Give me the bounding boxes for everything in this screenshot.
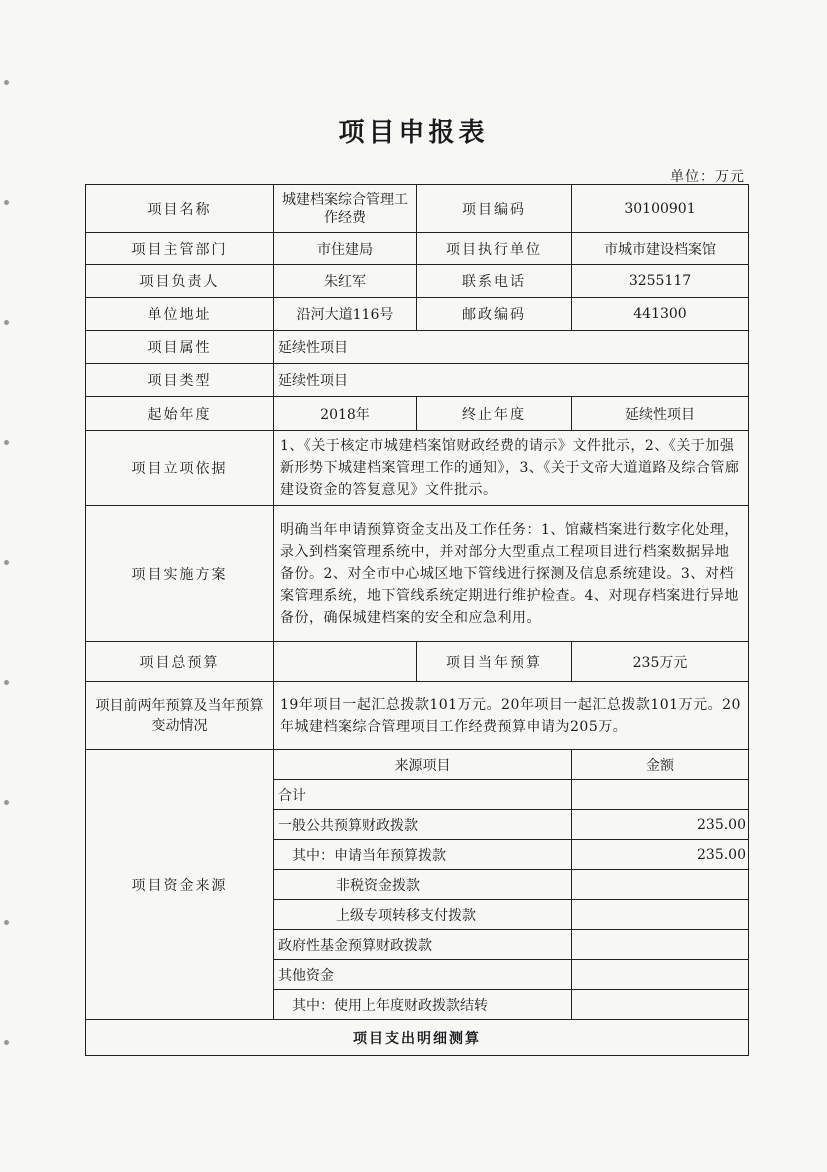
table-row bbox=[86, 364, 749, 397]
type-value: 延续性项目 bbox=[274, 364, 749, 397]
plan-value: 明确当年申请预算资金支出及工作任务：1、馆藏档案进行数字化处理，录入到档案管理系统中，并对部分大型重点工程项目进行档案数据异地备份。2、对全市中心城区地下管线进行探测及信息系统建设。3、对档案管理系统，地下管线系统定期进行维护检查。4、对现存档案进行异地备份，确保城建档案的安全和应急利用。 bbox=[274, 506, 749, 642]
owner-value: 朱红军 bbox=[274, 265, 417, 298]
plan-label: 项目实施方案 bbox=[86, 506, 274, 642]
funding-item-amount bbox=[572, 780, 749, 810]
funding-item-amount: 235.00 bbox=[572, 840, 749, 870]
project-code-value: 30100901 bbox=[572, 185, 749, 233]
budget-change-label: 项目前两年预算及当年预算变动情况 bbox=[86, 682, 274, 750]
funding-item-name: 合计 bbox=[274, 780, 572, 810]
table-row bbox=[86, 431, 749, 506]
funding-item-amount bbox=[572, 930, 749, 960]
zip-label: 邮政编码 bbox=[417, 298, 572, 331]
zip-value: 441300 bbox=[572, 298, 749, 331]
project-name-value: 城建档案综合管理工作经费 bbox=[274, 185, 417, 233]
address-label: 单位地址 bbox=[86, 298, 274, 331]
year-budget-value: 235万元 bbox=[572, 642, 749, 682]
type-label: 项目类型 bbox=[86, 364, 274, 397]
table-row bbox=[86, 265, 749, 298]
funding-item-name: 其中：申请当年预算拨款 bbox=[274, 840, 572, 870]
funding-header-amount: 金额 bbox=[572, 750, 749, 780]
address-value: 沿河大道116号 bbox=[274, 298, 417, 331]
table-row bbox=[86, 331, 749, 364]
binder-holes bbox=[4, 0, 10, 1172]
attr-label: 项目属性 bbox=[86, 331, 274, 364]
unit-label: 单位：万元 bbox=[670, 169, 745, 185]
funding-item-name: 上级专项转移支付拨款 bbox=[274, 900, 572, 930]
project-code-label: 项目编码 bbox=[417, 185, 572, 233]
dept-value: 市住建局 bbox=[274, 233, 417, 265]
funding-header-source: 来源项目 bbox=[274, 750, 572, 780]
funding-item-name: 其他资金 bbox=[274, 960, 572, 990]
funding-label: 项目资金来源 bbox=[86, 750, 274, 1020]
owner-label: 项目负责人 bbox=[86, 265, 274, 298]
dept-label: 项目主管部门 bbox=[86, 233, 274, 265]
project-application-table bbox=[85, 184, 749, 1056]
attr-value: 延续性项目 bbox=[274, 331, 749, 364]
total-budget-value bbox=[274, 642, 417, 682]
end-year-label: 终止年度 bbox=[417, 397, 572, 431]
table-row bbox=[86, 185, 749, 233]
phone-value: 3255117 bbox=[572, 265, 749, 298]
table-row bbox=[86, 750, 749, 780]
table-row bbox=[86, 298, 749, 331]
funding-item-name: 非税资金拨款 bbox=[274, 870, 572, 900]
expense-detail-heading: 项目支出明细测算 bbox=[86, 1020, 749, 1056]
funding-item-name: 政府性基金预算财政拨款 bbox=[274, 930, 572, 960]
funding-item-amount bbox=[572, 990, 749, 1020]
exec-unit-value: 市城市建设档案馆 bbox=[572, 233, 749, 265]
table-row bbox=[86, 397, 749, 431]
phone-label: 联系电话 bbox=[417, 265, 572, 298]
funding-item-name: 一般公共预算财政拨款 bbox=[274, 810, 572, 840]
table-row bbox=[86, 1020, 749, 1056]
start-year-value: 2018年 bbox=[274, 397, 417, 431]
funding-item-amount bbox=[572, 960, 749, 990]
funding-item-amount bbox=[572, 900, 749, 930]
table-row bbox=[86, 506, 749, 642]
funding-item-amount: 235.00 bbox=[572, 810, 749, 840]
basis-label: 项目立项依据 bbox=[86, 431, 274, 506]
exec-unit-label: 项目执行单位 bbox=[417, 233, 572, 265]
total-budget-label: 项目总预算 bbox=[86, 642, 274, 682]
end-year-value: 延续性项目 bbox=[572, 397, 749, 431]
funding-item-name: 其中：使用上年度财政拨款结转 bbox=[274, 990, 572, 1020]
start-year-label: 起始年度 bbox=[86, 397, 274, 431]
funding-item-amount bbox=[572, 870, 749, 900]
table-row bbox=[86, 642, 749, 682]
basis-value: 1、《关于核定市城建档案馆财政经费的请示》文件批示，2、《关于加强新形势下城建档案管理工作的通知》，3、《关于文帝大道道路及综合管廊建设资金的答复意见》文件批示。 bbox=[274, 431, 749, 506]
page-title: 项目申报表 bbox=[338, 118, 489, 148]
project-name-label: 项目名称 bbox=[86, 185, 274, 233]
table-row bbox=[86, 682, 749, 750]
table-row bbox=[86, 233, 749, 265]
year-budget-label: 项目当年预算 bbox=[417, 642, 572, 682]
budget-change-value: 19年项目一起汇总拨款101万元。20年项目一起汇总拨款101万元。20年城建档案综合管理项目工作经费预算申请为205万。 bbox=[274, 682, 749, 750]
